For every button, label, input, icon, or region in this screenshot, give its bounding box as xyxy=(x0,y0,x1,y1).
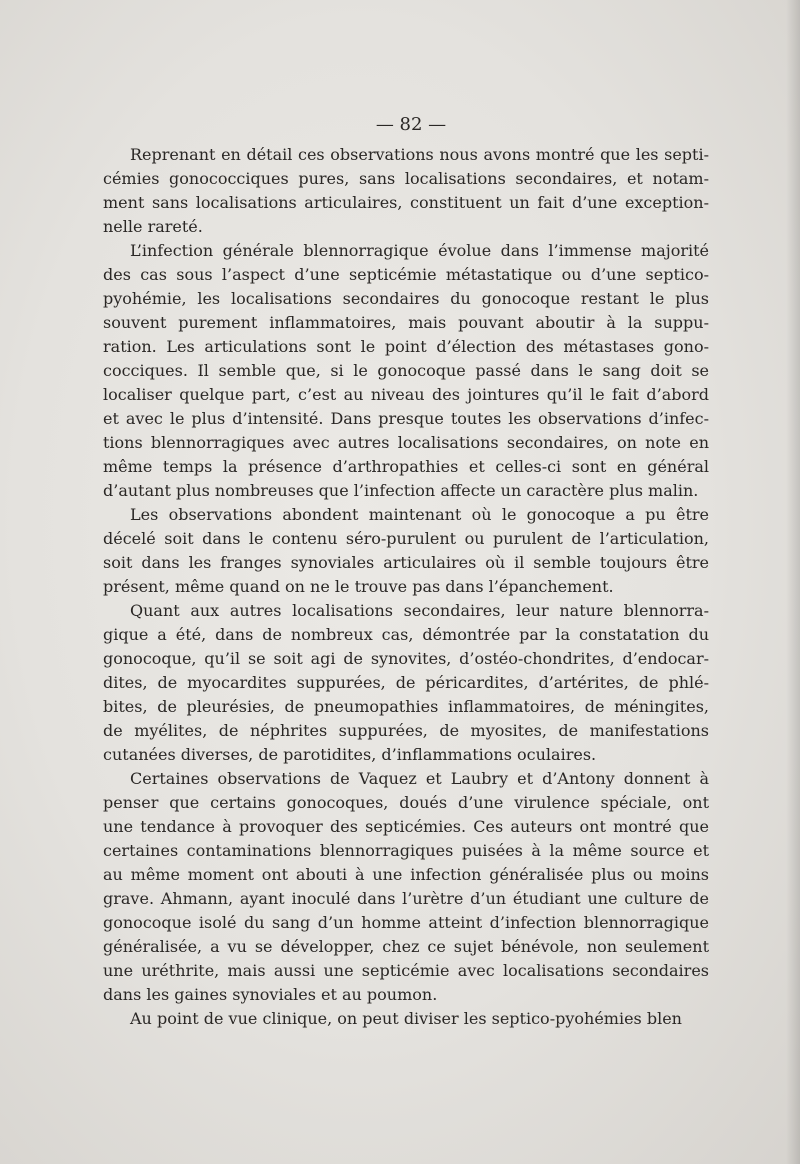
text-line: gique a été, dans de nombreux cas, démontrée par la constatation du xyxy=(103,625,709,644)
page-number: — 82 — xyxy=(375,114,447,135)
text-line: généralisée, a vu se développer, chez ce sujet bénévole, non seulement xyxy=(103,937,709,956)
text-line: Les observations abondent maintenant où le gonocoque a pu être xyxy=(130,505,709,524)
text-line: d’autant plus nombreuses que l’infection affecte un caractère plus malin. xyxy=(103,481,699,500)
text-line: nelle rareté. xyxy=(103,217,203,236)
text-line: des cas sous l’aspect d’une septicémie métastatique ou d’une septico- xyxy=(103,265,709,284)
text-line: grave. Ahmann, ayant inoculé dans l’urètre d’un étudiant une culture de xyxy=(103,889,709,908)
text-line: penser que certains gonocoques, doués d’une virulence spéciale, ont xyxy=(103,793,709,812)
text-line: ration. Les articulations sont le point d’élection des métastases gono- xyxy=(103,337,709,356)
text-line: une uréthrite, mais aussi une septicémie avec localisations secondaires xyxy=(103,961,709,980)
text-line: Certaines observations de Vaquez et Laubry et d’Antony donnent à xyxy=(130,769,709,788)
text-line: souvent purement inflammatoires, mais pouvant aboutir à la suppu- xyxy=(103,313,709,332)
text-line: dans les gaines synoviales et au poumon. xyxy=(103,985,438,1004)
text-line: cémies gonococciques pures, sans localisations secondaires, et notam- xyxy=(103,169,709,188)
text-line: même temps la présence d’arthropathies et celles-ci sont en général xyxy=(103,457,709,476)
text-line: localiser quelque part, c’est au niveau des jointures qu’il le fait d’abord xyxy=(103,385,709,404)
text-line: présent, même quand on ne le trouve pas dans l’épanchement. xyxy=(103,577,614,596)
text-line: Reprenant en détail ces observations nous avons montré que les septi- xyxy=(130,145,709,164)
text-line: et avec le plus d’intensité. Dans presque toutes les observations d’infec- xyxy=(103,409,709,428)
text-line: dites, de myocardites suppurées, de péricardites, d’artérites, de phlé- xyxy=(103,673,709,692)
text-line: ment sans localisations articulaires, constituent un fait d’une exception- xyxy=(103,193,709,212)
text-line: cocciques. Il semble que, si le gonocoque passé dans le sang doit se xyxy=(103,361,709,380)
text-line: certaines contaminations blennorragiques puisées à la même source et xyxy=(103,841,709,860)
text-line: soit dans les franges synoviales articulaires où il semble toujours être xyxy=(103,553,709,572)
body-text xyxy=(103,143,709,1031)
text-line: pyohémie, les localisations secondaires du gonocoque restant le plus xyxy=(103,289,709,308)
text-line: L’infection générale blennorragique évolue dans l’immense majorité xyxy=(130,241,709,260)
text-line: de myélites, de néphrites suppurées, de myosites, de manifestations xyxy=(103,721,709,740)
text-line: au même moment ont abouti à une infection généralisée plus ou moins xyxy=(103,865,709,884)
text-line: tions blennorragiques avec autres localisations secondaires, on note en xyxy=(103,433,709,452)
text-line: cutanées diverses, de parotidites, d’inflammations oculaires. xyxy=(103,745,597,764)
text-line: bites, de pleurésies, de pneumopathies inflammatoires, de méningites, xyxy=(103,697,709,716)
text-line: une tendance à provoquer des septicémies. Ces auteurs ont montré que xyxy=(103,817,709,836)
text-line: gonocoque isolé du sang d’un homme atteint d’infection blennorragique xyxy=(103,913,709,932)
text-line: Au point de vue clinique, on peut diviser les septico-pyohémies blen xyxy=(130,1009,682,1028)
text-line: gonocoque, qu’il se soit agi de synovites, d’ostéo-chondrites, d’endocar- xyxy=(103,649,709,668)
text-line: Quant aux autres localisations secondaires, leur nature blennorra- xyxy=(130,601,709,620)
text-line: décelé soit dans le contenu séro-purulent ou purulent de l’articulation, xyxy=(103,529,709,548)
